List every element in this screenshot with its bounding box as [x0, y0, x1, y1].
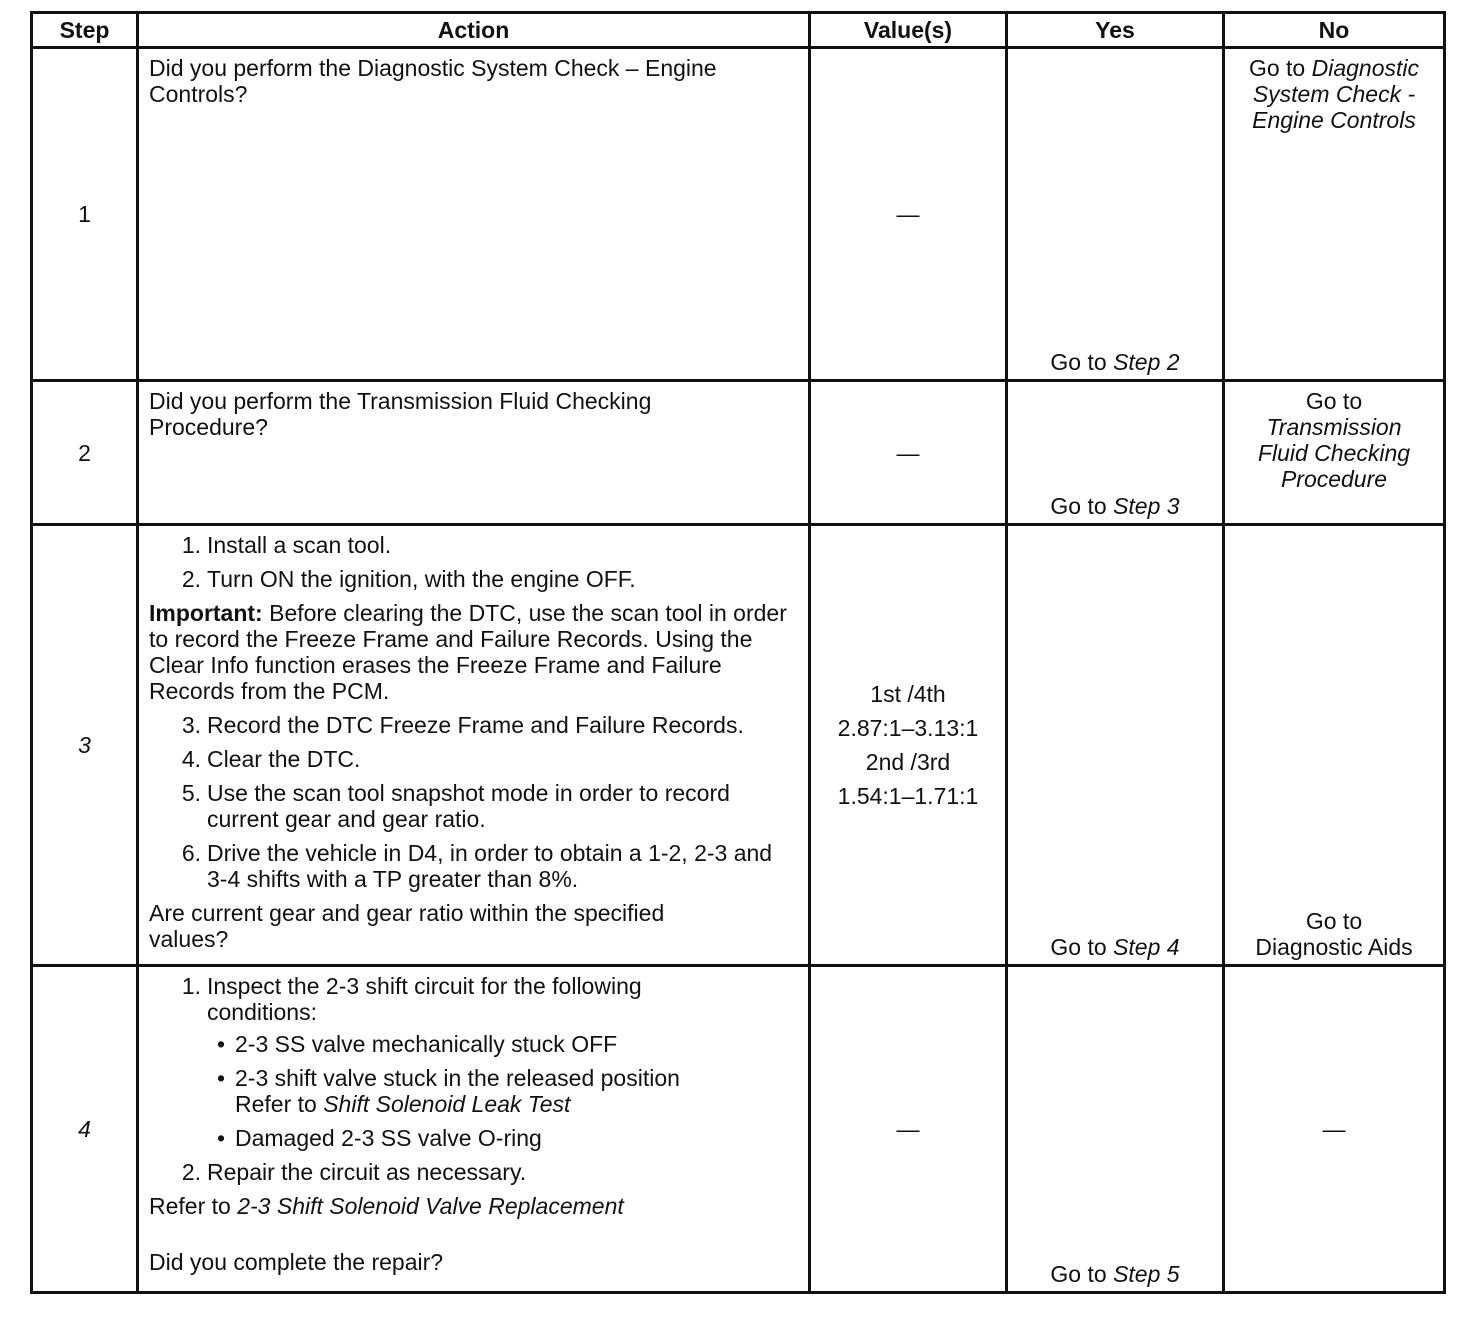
- condition-list: [207, 1031, 798, 1151]
- action-item: [149, 532, 798, 558]
- goto-prefix: Go to: [1050, 1261, 1107, 1287]
- goto-prefix: Go to: [1248, 55, 1306, 81]
- goto-target-link[interactable]: Step 4: [1113, 934, 1180, 960]
- item-number: 6.: [181, 840, 201, 866]
- important-label: Important:: [149, 600, 263, 626]
- step-row-2: [32, 381, 1445, 525]
- action-item: [149, 840, 798, 892]
- item-text: Clear the DTC.: [207, 746, 361, 772]
- item-number: 2.: [181, 566, 201, 592]
- question: Did you perform the Transmission Fluid Checking Procedure?: [149, 388, 652, 440]
- value-line: 1st /4th: [870, 681, 946, 707]
- goto-prefix: Go to: [1305, 388, 1363, 414]
- step-row-3: [32, 525, 1445, 966]
- value-cell: —: [810, 966, 1007, 1293]
- goto-prefix: Go to: [1050, 349, 1107, 375]
- goto-target-link[interactable]: Diagnostic System Check - Engine Controls: [1252, 55, 1420, 133]
- action-item: [149, 1159, 798, 1185]
- no-cell: [1224, 48, 1445, 381]
- bullet-icon: •: [216, 1125, 226, 1151]
- action-cell: [138, 966, 810, 1293]
- header-yes: Yes: [1007, 13, 1224, 48]
- step-number: 1: [32, 48, 138, 381]
- item-number: 4.: [181, 746, 201, 772]
- refer-prefix: Refer to: [235, 1091, 317, 1117]
- item-number: 3.: [181, 712, 201, 738]
- step-number: 4: [32, 966, 138, 1293]
- value-cell: —: [810, 48, 1007, 381]
- bullet-icon: •: [216, 1031, 226, 1057]
- action-cell: [138, 381, 810, 525]
- condition-item: [207, 1065, 798, 1117]
- bullet-icon: •: [216, 1065, 226, 1091]
- step-number: 3: [32, 525, 138, 966]
- yes-goto[interactable]: [1008, 349, 1222, 375]
- item-text: Record the DTC Freeze Frame and Failure Records.: [207, 712, 744, 738]
- yes-goto[interactable]: [1008, 934, 1222, 960]
- action-cell: [138, 48, 810, 381]
- item-number: 1.: [181, 532, 201, 558]
- header-action: Action: [138, 13, 810, 48]
- goto-prefix: Go to: [1305, 908, 1363, 934]
- refer-prefix: Refer to: [149, 1193, 231, 1219]
- action-item: [149, 780, 798, 832]
- action-list: [149, 532, 798, 592]
- goto-prefix: Go to: [1050, 493, 1107, 519]
- value-cell: —: [810, 381, 1007, 525]
- item-number: 5.: [181, 780, 201, 806]
- diagnostic-table: [30, 11, 1446, 1294]
- yes-goto[interactable]: [1008, 1261, 1222, 1287]
- action-item: [149, 746, 798, 772]
- action-item: [149, 566, 798, 592]
- header-step: Step: [32, 13, 138, 48]
- yes-cell: [1007, 48, 1224, 381]
- condition-text: Damaged 2-3 SS valve O-ring: [235, 1125, 542, 1151]
- item-text: Repair the circuit as necessary.: [207, 1159, 527, 1185]
- yes-cell: [1007, 966, 1224, 1293]
- goto-prefix: Go to: [1050, 934, 1107, 960]
- condition-text: 2-3 SS valve mechanically stuck OFF: [235, 1031, 618, 1057]
- action-list: [149, 712, 798, 892]
- item-number: 1.: [181, 973, 201, 999]
- question: Are current gear and gear ratio within the specified values?: [149, 900, 665, 952]
- item-text: Inspect the 2-3 shift circuit for the following conditions:: [207, 973, 642, 1025]
- goto-target-link[interactable]: Step 5: [1113, 1261, 1180, 1287]
- step-number: 2: [32, 381, 138, 525]
- condition-item: [207, 1031, 798, 1057]
- value-line: 1.54:1–1.71:1: [837, 783, 979, 809]
- goto-target-link[interactable]: Step 2: [1113, 349, 1180, 375]
- refer-link[interactable]: 2-3 Shift Solenoid Valve Replacement: [237, 1193, 624, 1219]
- question: Did you complete the repair?: [149, 1249, 444, 1275]
- header-values: Value(s): [810, 13, 1007, 48]
- spacer: [149, 1219, 798, 1249]
- value-line: 2nd /3rd: [865, 749, 951, 775]
- item-text: Turn ON the ignition, with the engine OFF.: [207, 566, 636, 592]
- condition-item: [207, 1125, 798, 1151]
- goto-target-link[interactable]: Step 3: [1113, 493, 1180, 519]
- value-line: 2.87:1–3.13:1: [837, 715, 979, 741]
- value-cell: [810, 525, 1007, 966]
- question: Did you perform the Diagnostic System Check – Engine Controls?: [149, 55, 717, 107]
- action-cell: [138, 525, 810, 966]
- no-goto[interactable]: [1225, 908, 1443, 960]
- no-cell: —: [1224, 966, 1445, 1293]
- important-text: Before clearing the DTC, use the scan tool in order to record the Freeze Frame and Failure Records. Using the Clear Info function erases the Freeze Frame and Failure Records from the PCM.: [149, 600, 787, 704]
- no-cell: [1224, 525, 1445, 966]
- item-number: 2.: [181, 1159, 201, 1185]
- item-text: Use the scan tool snapshot mode in order to record current gear and gear ratio.: [207, 780, 730, 832]
- important-note: [149, 600, 798, 704]
- action-item: [149, 973, 798, 1159]
- goto-target-link[interactable]: Transmission Fluid Checking Procedure: [1257, 414, 1411, 492]
- item-text: Install a scan tool.: [207, 532, 392, 558]
- item-text: Drive the vehicle in D4, in order to obtain a 1-2, 2-3 and 3-4 shifts with a TP greater than 8%.: [207, 840, 773, 892]
- header-no: No: [1224, 13, 1445, 48]
- refer-link[interactable]: Shift Solenoid Leak Test: [323, 1091, 571, 1117]
- step-row-1: [32, 48, 1445, 381]
- condition-text: 2-3 shift valve stuck in the released position: [235, 1065, 680, 1091]
- step-row-4: [32, 966, 1445, 1293]
- goto-target-link[interactable]: Diagnostic Aids: [1255, 934, 1413, 960]
- action-item: [149, 712, 798, 738]
- yes-cell: [1007, 381, 1224, 525]
- yes-cell: [1007, 525, 1224, 966]
- refer-line: [149, 1193, 798, 1219]
- yes-goto[interactable]: [1008, 493, 1222, 519]
- header-row: [32, 13, 1445, 48]
- no-cell: [1224, 381, 1445, 525]
